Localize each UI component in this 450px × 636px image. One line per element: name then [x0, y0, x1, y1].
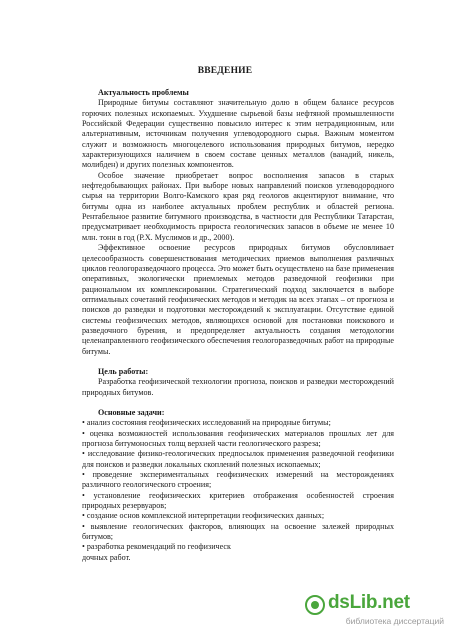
section-heading-goal: Цель работы:	[98, 366, 149, 376]
task-item-4: • проведение экспериментальных геофизических измерений на месторождениях различного геологического строения;	[82, 470, 394, 490]
task-item-1: • анализ состояния геофизических исследований на природные битумы;	[82, 418, 331, 428]
dslib-logo-text	[328, 592, 410, 614]
spacer	[82, 398, 394, 408]
task-item-6: • создание основ комплексной интерпретации геофизических данных;	[82, 511, 325, 521]
dslib-subtitle: библиотека диссертаций	[345, 616, 444, 626]
task-item-8: • разработка рекомендаций по геофизическ	[82, 542, 231, 552]
paragraph-relevance-3: Эффективное освоение ресурсов природных битумов обусловливает целесообразность совершенствования методических приемов выполнения различных циклов геологоразведочного процесса. Это может быть осуществлено на базе применения оперативных, экологически приемлемых методов разведочной геофизики при рациональном их комплексировании. Стратегический подход заключается в выборе оптимальных сочетаний геофизических методов и методик на всех этапах – от прогноза и поисков до разведки и подготовки месторождений к эксплуатации. Отсутствие единой системы геофизических методов, являющихся основой для постановки поискового и разведочного бурения, и предопределяет актуальность создания методологии целенаправленного геофизического обеспечения геологоразведочных работ на природные битумы.	[82, 243, 394, 356]
task-item-3: • исследование физико-геологических предпосылок применения разведочной геофизики для поисков и разведки локальных скоплений полезных ископаемых;	[82, 449, 394, 469]
page-title: ВВЕДЕНИЕ	[197, 66, 253, 76]
task-item-7: • выявление геологических факторов, влияющих на освоение залежей природных битумов;	[82, 521, 394, 542]
task-item-8-tail: дочных работ.	[82, 552, 131, 562]
document-body	[82, 88, 394, 563]
task-item-2: • оценка возможностей использования геофизических материалов прошлых лет для прогноза битумоносных толщ верхней части геологического разреза;	[82, 428, 394, 448]
task-item-5: • установление геофизических критериев отображения особенностей строения природных резервуаров;	[82, 490, 394, 511]
paragraph-goal: Разработка геофизической технологии прогноза, поисков и разведки месторождений природных битумов.	[82, 377, 394, 397]
spacer	[82, 357, 394, 367]
logo-main: dsLib	[328, 592, 378, 613]
logo-tld: .net	[377, 592, 410, 613]
dslib-watermark[interactable]	[304, 590, 444, 630]
section-heading-tasks: Основные задачи:	[98, 407, 165, 417]
paragraph-relevance-2: Особое значение приобретает вопрос восполнения запасов в старых нефтедобывающих районах. При выборе новых направлений поисков углеводородного сырья на территории Волго-Камского края ряд геологов акцентируют внимание, что битумы одна из наиболее актуальных проблем республик и областей региона. Рентабельное развитие битумного производства, в частности для Республики Татарстан, предусматривает необходимость прироста геологических запасов в объеме не менее 10 млн. тонн в год (Р.Х. Муслимов и др., 2000).	[82, 170, 394, 242]
paragraph-relevance-1: Природные битумы составляют значительную долю в общем балансе ресурсов горючих полезных ископаемых. Ухудшение сырьевой базы нефтяной промышленности Российской Федерации существенно повысило интерес к этим нетрадиционным, или альтернативным, источникам получения углеводородного сырья. Важным моментом служит и возможность многоцелевого использования природных битумов, нередко характеризующихся наличием в своем составе ценных металлов (ванадий, никель, молибден) и других полезных компонентов.	[82, 98, 394, 170]
section-heading-relevance: Актуальность проблемы	[98, 88, 189, 97]
dslib-logo-icon	[304, 594, 326, 616]
